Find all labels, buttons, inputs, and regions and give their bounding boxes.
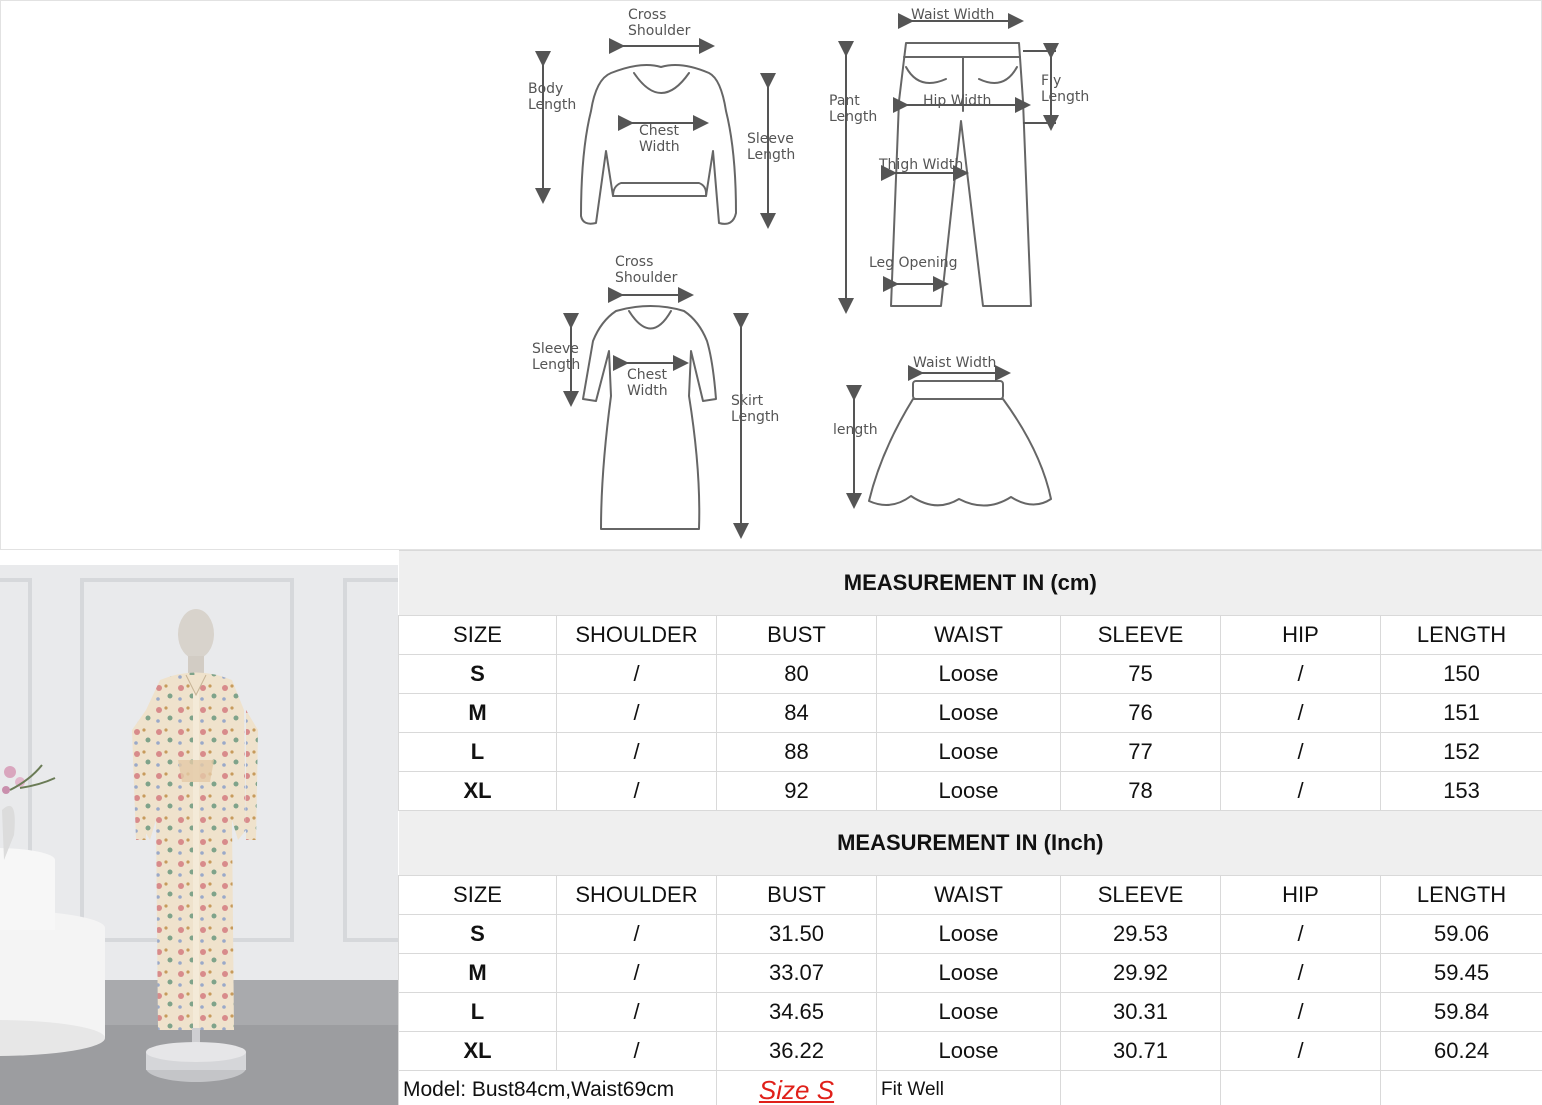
size-cell: L: [399, 993, 557, 1032]
table-cell: Loose: [877, 915, 1061, 954]
dress-chest-width-label-1: Chest: [627, 367, 668, 383]
table-cell: 75: [1061, 655, 1221, 694]
size-chart-table: [398, 550, 1542, 1105]
pants-leg-opening-label: Leg Opening: [869, 255, 958, 271]
pants-length-label-1: Pant: [829, 93, 860, 109]
size-cell: M: [399, 694, 557, 733]
pants-waist-width-label: Waist Width: [911, 7, 995, 23]
skirt-length-label: length: [833, 422, 878, 438]
table-row: [399, 954, 1542, 993]
top-diagram: [528, 7, 795, 224]
col-header-length: LENGTH: [1381, 616, 1542, 655]
col-header-shoulder: SHOULDER: [557, 616, 717, 655]
table-cell: /: [1221, 694, 1381, 733]
table-cell: /: [557, 694, 717, 733]
top-body-length-label-1: Body: [528, 81, 564, 97]
dress-diagram: [532, 254, 779, 531]
size-cell: XL: [399, 772, 557, 811]
table-cell: Loose: [877, 954, 1061, 993]
dress-cross-shoulder-label-2: Shoulder: [615, 270, 678, 286]
table-cell: 29.92: [1061, 954, 1221, 993]
col-header-sleeve: SLEEVE: [1061, 616, 1221, 655]
model-info-row: [399, 1071, 1542, 1105]
top-chest-width-label-2: Width: [639, 139, 680, 155]
table-row: [399, 655, 1542, 694]
size-cell: S: [399, 655, 557, 694]
table-cell: 59.06: [1381, 915, 1542, 954]
col-header-length: LENGTH: [1381, 876, 1542, 915]
size-cell: XL: [399, 1032, 557, 1071]
col-header-size: SIZE: [399, 876, 557, 915]
col-header-shoulder: SHOULDER: [557, 876, 717, 915]
table-cell: 31.50: [717, 915, 877, 954]
table-cell: 153: [1381, 772, 1542, 811]
table-row: [399, 694, 1542, 733]
cm-title-row: [399, 551, 1542, 616]
table-cell: 77: [1061, 733, 1221, 772]
table-cell: 78: [1061, 772, 1221, 811]
table-cell: 36.22: [717, 1032, 877, 1071]
table-cell: /: [557, 954, 717, 993]
table-cell: /: [557, 915, 717, 954]
top-chest-width-label-1: Chest: [639, 123, 680, 139]
dress-skirt-length-label-2: Length: [731, 409, 780, 425]
table-cell: /: [1221, 733, 1381, 772]
dress-chest-width-label-2: Width: [627, 383, 668, 399]
table-cell: 150: [1381, 655, 1542, 694]
table-cell: 34.65: [717, 993, 877, 1032]
table-cell: Loose: [877, 1032, 1061, 1071]
size-cell: M: [399, 954, 557, 993]
table-cell: 152: [1381, 733, 1542, 772]
pants-thigh-width-label: Thigh Width: [879, 157, 964, 173]
table-row: [399, 1032, 1542, 1071]
col-header-hip: HIP: [1221, 616, 1381, 655]
pants-diagram: [829, 7, 1089, 306]
product-photo: [0, 550, 398, 1105]
col-header-waist: WAIST: [877, 616, 1061, 655]
model-size: Size S: [717, 1071, 877, 1105]
skirt-diagram: [833, 355, 1051, 506]
table-cell: /: [557, 993, 717, 1032]
col-header-bust: BUST: [717, 616, 877, 655]
table-cell: 88: [717, 733, 877, 772]
empty-cell: [1381, 1071, 1542, 1105]
inch-title-row: [399, 811, 1542, 876]
table-cell: /: [1221, 772, 1381, 811]
table-cell: /: [1221, 655, 1381, 694]
table-cell: 30.31: [1061, 993, 1221, 1032]
table-cell: /: [557, 655, 717, 694]
table-cell: 59.45: [1381, 954, 1542, 993]
table-cell: /: [1221, 915, 1381, 954]
table-cell: 80: [717, 655, 877, 694]
table-row: [399, 733, 1542, 772]
table-cell: /: [557, 733, 717, 772]
table-cell: /: [557, 772, 717, 811]
size-chart: [398, 550, 1542, 1105]
col-header-bust: BUST: [717, 876, 877, 915]
table-cell: 151: [1381, 694, 1542, 733]
table-cell: Loose: [877, 772, 1061, 811]
col-header-waist: WAIST: [877, 876, 1061, 915]
table-cell: /: [1221, 954, 1381, 993]
table-row: [399, 915, 1542, 954]
table-cell: Loose: [877, 733, 1061, 772]
col-header-size: SIZE: [399, 616, 557, 655]
table-cell: 84: [717, 694, 877, 733]
table-cell: 30.71: [1061, 1032, 1221, 1071]
size-cell: S: [399, 915, 557, 954]
skirt-waist-width-label: Waist Width: [913, 355, 997, 371]
pants-hip-width-label: Hip Width: [923, 93, 992, 109]
top-cross-shoulder-label-2: Shoulder: [628, 23, 691, 39]
cm-header-row: [399, 616, 1542, 655]
pants-fly-length-label-2: Length: [1041, 89, 1090, 105]
table-cell: /: [557, 1032, 717, 1071]
fit-note: Fit Well: [877, 1071, 1061, 1105]
dress-sleeve-length-label-1: Sleeve: [532, 341, 579, 357]
table-cell: /: [1221, 1032, 1381, 1071]
pants-fly-length-label-1: Fly: [1041, 73, 1062, 89]
dress-skirt-length-label-1: Skirt: [731, 393, 764, 409]
top-body-length-label-2: Length: [528, 97, 577, 113]
cm-table-title: MEASUREMENT IN (cm): [399, 551, 1542, 616]
table-cell: 60.24: [1381, 1032, 1542, 1071]
empty-cell: [1061, 1071, 1221, 1105]
inch-header-row: [399, 876, 1542, 915]
dress-cross-shoulder-label-1: Cross: [615, 254, 654, 270]
table-row: [399, 993, 1542, 1032]
col-header-hip: HIP: [1221, 876, 1381, 915]
table-cell: 33.07: [717, 954, 877, 993]
top-sleeve-length-label-2: Length: [747, 147, 796, 163]
size-chart-body: [399, 551, 1542, 1105]
empty-cell: [1221, 1071, 1381, 1105]
model-measurements: Model: Bust84cm,Waist69cm: [399, 1071, 717, 1105]
table-cell: Loose: [877, 993, 1061, 1032]
pants-length-label-2: Length: [829, 109, 878, 125]
top-cross-shoulder-label-1: Cross: [628, 7, 667, 23]
top-sleeve-length-label-1: Sleeve: [747, 131, 794, 147]
table-cell: Loose: [877, 655, 1061, 694]
table-row: [399, 772, 1542, 811]
size-cell: L: [399, 733, 557, 772]
table-cell: Loose: [877, 694, 1061, 733]
table-cell: 29.53: [1061, 915, 1221, 954]
dress-sleeve-length-label-2: Length: [532, 357, 581, 373]
table-cell: /: [1221, 993, 1381, 1032]
col-header-sleeve: SLEEVE: [1061, 876, 1221, 915]
measurement-diagrams: [0, 0, 1542, 550]
table-cell: 59.84: [1381, 993, 1542, 1032]
inch-table-title: MEASUREMENT IN (Inch): [399, 811, 1542, 876]
table-cell: 76: [1061, 694, 1221, 733]
table-cell: 92: [717, 772, 877, 811]
